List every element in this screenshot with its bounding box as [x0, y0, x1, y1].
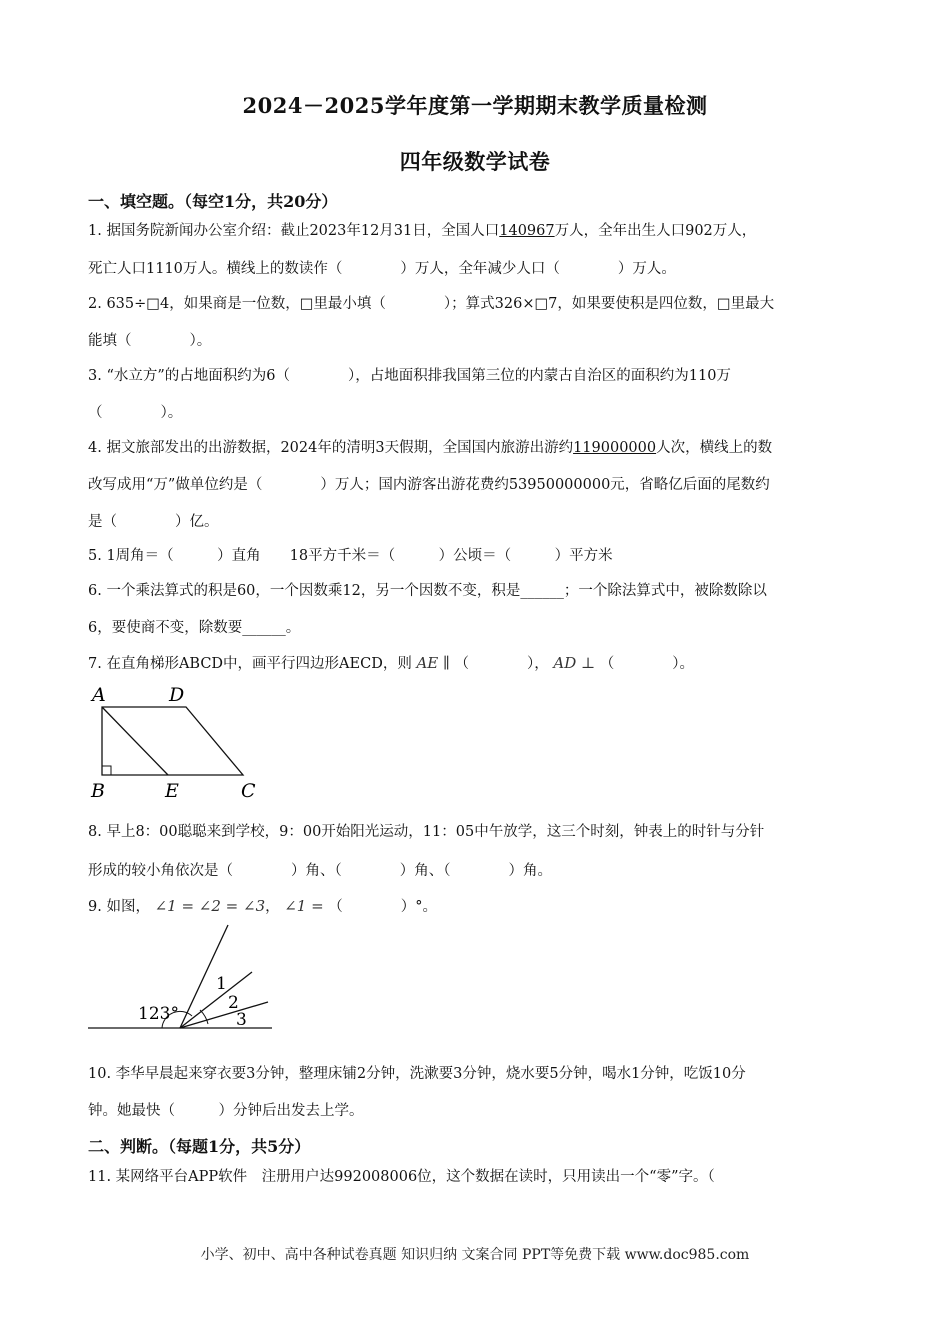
segment-ae — [102, 707, 168, 775]
footer-text: 小学、初中、高中各种试卷真题 知识归纳 文案合同 PPT等免费下载 www.doc985.com — [200, 1247, 750, 1263]
question-6-line-1: 6. 一个乘法算式的积是60，一个因数乘12，另一个因数不变，积是______；一个除法算式中，被除数除以 — [88, 583, 767, 599]
question-7-line-1 — [88, 653, 868, 674]
ray-3 — [180, 1002, 268, 1028]
question-4-line-3: 是（ ）亿。 — [88, 514, 219, 530]
right-angle-mark — [102, 766, 111, 775]
q1-text-a: 1. 据国务院新闻办公室介绍：截止2023年12月31日，全国人口 — [88, 223, 500, 239]
question-8-line-2: 形成的较小角依次是（ ）角、（ ）角、（ ）角。 — [88, 863, 552, 879]
question-10-line-1: 10. 李华早晨起来穿衣要3分钟，整理床铺2分钟，洗漱要3分钟，烧水要5分钟，喝水1分钟，吃饭10分 — [88, 1066, 746, 1082]
q9-text-a: 9. 如图， — [88, 899, 150, 915]
trapezoid-abcd — [102, 707, 243, 775]
label-c: C — [241, 780, 256, 802]
section-1-heading: 一、填空题。（每空1分，共20分） — [88, 192, 338, 211]
q7-text-b: （ ）， — [454, 656, 549, 672]
question-4-line-2: 改写成用“万”做单位约是（ ）万人；国内游客出游花费约53950000000元，省略亿后面的尾数约 — [88, 477, 770, 493]
q7-text-a: 7. 在直角梯形ABCD中，画平行四边形AECD，则 — [88, 656, 412, 672]
question-3-line-2: （ ）。 — [88, 405, 183, 421]
label-angle-2: 2 — [228, 993, 239, 1013]
question-11-line-1: 11. 某网络平台APP软件 注册用户达992008006位，这个数据在读时，只用读出一个“零”字。（ — [88, 1169, 715, 1185]
q9-text-c: （ ）°。 — [328, 899, 438, 915]
q7-math-ad-perp: AD ⊥ — [553, 654, 596, 672]
question-2-line-2: 能填（ ）。 — [88, 333, 212, 349]
trapezoid-figure — [86, 680, 276, 805]
label-angle-3: 3 — [236, 1010, 247, 1030]
question-10-line-2: 钟。她最快（ ）分钟后出发去上学。 — [88, 1103, 364, 1119]
q9-text-b: ， — [265, 899, 280, 915]
label-123-degrees: 123° — [138, 1004, 179, 1024]
question-4-line-1 — [88, 438, 868, 458]
q4-underlined-number: 119000000 — [573, 440, 657, 456]
q7-text-c: （ ）。 — [599, 656, 694, 672]
question-9-line-1 — [88, 896, 868, 917]
label-d: D — [169, 684, 185, 706]
label-e: E — [165, 780, 179, 802]
label-b: B — [91, 780, 105, 802]
exam-subtitle: 四年级数学试卷 — [399, 149, 551, 174]
q9-math-angle-1: ∠1 = — [284, 897, 324, 915]
question-2-line-1: 2. 635÷□4，如果商是一位数，□里最小填（ ）；算式326×□7，如果要使积是四位数，□里最大 — [88, 296, 775, 312]
q4-text-b: 人次，横线上的数 — [656, 440, 773, 456]
label-angle-1: 1 — [216, 974, 227, 994]
question-6-line-2: 6，要使商不变，除数要______。 — [88, 620, 301, 636]
question-1-line-2: 死亡人口1110万人。横线上的数读作（ ）万人，全年减少人口（ ）万人。 — [88, 261, 676, 277]
exam-title: 2024－2025学年度第一学期期末教学质量检测 — [242, 93, 708, 118]
question-8-line-1: 8. 早上8：00聪聪来到学校，9：00开始阳光运动，11：05中午放学，这三个时刻，钟表上的时针与分针 — [88, 824, 765, 840]
question-5-line-1: 5. 1周角＝（ ）直角 18平方千米＝（ ）公顷＝（ ）平方米 — [88, 548, 613, 564]
q4-text-a: 4. 据文旅部发出的出游数据，2024年的清明3天假期，全国国内旅游出游约 — [88, 440, 574, 456]
q1-text-b: 万人，全年出生人口902万人， — [554, 223, 757, 239]
section-2-heading: 二、判断。（每题1分，共5分） — [88, 1137, 311, 1156]
q9-math-equal-angles: ∠1 = ∠2 = ∠3 — [154, 897, 266, 915]
question-3-line-1: 3. “水立方”的占地面积约为6（ ），占地面积排我国第三位的内蒙古自治区的面积约为110万 — [88, 368, 731, 384]
q7-math-ae-parallel: AE ∥ — [416, 654, 450, 672]
angle-figure — [86, 920, 286, 1035]
question-1-line-1 — [88, 221, 868, 241]
label-a: A — [92, 684, 106, 706]
q1-underlined-number: 140967 — [499, 223, 555, 239]
